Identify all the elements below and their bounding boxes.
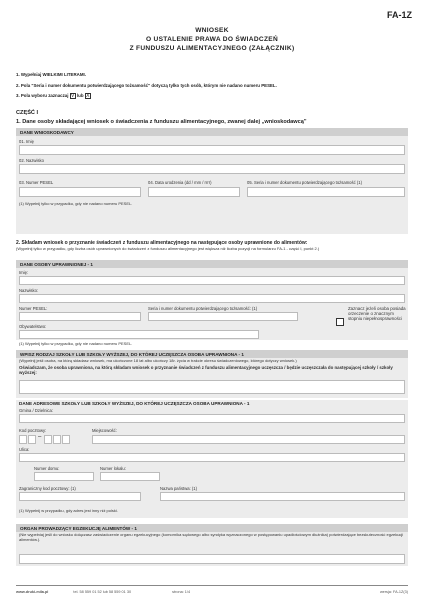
part-label: CZĘŚĆ I (16, 110, 39, 116)
instruction-2: 2. Pola "Seria i numer dokumentu potwierdzającego tożsamość" dotyczą tylko tych osób, którym nie nadano numeru PESEL. (16, 83, 277, 88)
person-last-name-field[interactable] (19, 294, 405, 303)
school-declaration: Oświadczam, że osoba uprawniona, na którą składam wniosek o przyznanie świadczeń z funduszu alimentacyjnego uczęszcza / będzie uczęszczała do następującej szkoły / szkoły wyższej: (19, 365, 393, 375)
section-2-subtext: (Wypełnij tylko w przypadku, gdy liczba osób uprawnionych do świadczeń z funduszu alimentacyjnego jest większa niż liczba pozycji na formularzu FA-1 - część I, punkt 2.) (16, 246, 320, 251)
foreign-address-note: (1) Wypełnij w przypadku, gdy adres jest inny niż polski. (19, 508, 118, 513)
enforcement-note: (Nie wypełniaj jeśli do wniosku dołączasz zaświadczenie organu egzekucyjnego (komornika sądowego albo syndyka wyznaczonego w postępowaniu upadłościowym dłużnika) potwierdzające bezskuteczność egzekucji alimentów.). (19, 532, 404, 542)
enforcement-bar: ORGAN PROWADZĄCY EGZEKUCJĘ ALIMENTÓW - 1 (16, 524, 408, 532)
person-first-name-label: Imię: (19, 270, 29, 275)
address-heading: DANE ADRESOWE SZKOŁY LUB SZKOŁY WYŻSZEJ, DO KTÓREJ UCZĘSZCZA OSOBA UPRAWNIONA - 1 (19, 401, 250, 406)
postal-digit-4[interactable] (53, 435, 61, 444)
footer (16, 590, 408, 594)
school-bar: WPISZ RODZAJ SZKOŁY LUB SZKOŁY WYŻSZEJ, DO KTÓREJ UCZĘSZCZA OSOBA UPRAWNIONA - 1 (16, 350, 408, 358)
foreign-postal-label: Zagraniczny kod pocztowy: (1) (19, 486, 76, 491)
footer-site[interactable]: www.druki-mila.pl (16, 590, 49, 594)
person-last-name-label: Nazwisko: (19, 288, 39, 293)
school-note: (Wypełnij jeśli osoba, na którą składasz wniosek, ma ukończone 18 lat albo ukończy 18r. życia w trakcie okresu świadczeniowego, którego dotyczy wniosek.) (19, 358, 297, 363)
house-number-field[interactable] (34, 472, 94, 481)
footer-divider (16, 585, 408, 586)
citizenship-label: Obywatelstwo: (19, 324, 47, 329)
form-code: FA-1Z (386, 10, 412, 20)
last-name-label: 02. Nazwisko (19, 158, 44, 163)
id-document-label: 05. Seria i numer dokumentu potwierdzającego tożsamość (1) (247, 180, 362, 185)
check-x-icon: X (86, 93, 90, 99)
instruction-1: 1. Wypełniaj WIELKIMI LITERAMI. (16, 72, 86, 77)
person-id-document-label: Seria i numer dokumentu potwierdzającego tożsamość: (1) (148, 306, 258, 311)
title-line-3: Z FUNDUSZU ALIMENTACYJNEGO (ZAŁĄCZNIK) (129, 45, 295, 52)
disability-label: Zaznacz jeżeli osoba posiada orzeczenie o znacznym stopniu niepełnosprawności (348, 306, 406, 321)
school-type-field[interactable] (19, 380, 405, 394)
citizenship-field[interactable] (19, 330, 259, 339)
city-label: Miejscowość: (92, 428, 117, 433)
form-title (90, 26, 334, 53)
postal-code-label: Kod pocztowy: (19, 428, 47, 433)
house-number-label: Numer domu: (34, 466, 60, 471)
postal-digit-3[interactable] (44, 435, 52, 444)
footer-version: wersja: FA-1Z(3) (379, 590, 408, 594)
title-line-2: O USTALENIE PRAWA DO ŚWIADCZEŃ (145, 36, 279, 43)
instruction-3: 3. Pola wyboru zaznaczaj V lub X (16, 93, 90, 99)
country-field[interactable] (160, 492, 405, 501)
street-field[interactable] (19, 453, 405, 462)
country-label: Nazwa państwa: (1) (160, 486, 198, 491)
footer-phone: tel. 58 559 01 52 lub 58 559 01 30 (73, 590, 132, 594)
disability-checkbox[interactable] (336, 318, 344, 326)
gmina-label: Gmina / Dzielnica: (19, 408, 53, 413)
pesel-label: 03. Numer PESEL (19, 180, 54, 185)
person-first-name-field[interactable] (19, 276, 405, 285)
postal-dash: – (38, 434, 42, 440)
id-document-field[interactable] (247, 187, 405, 197)
postal-digit-1[interactable] (19, 435, 27, 444)
birth-date-field[interactable] (148, 187, 240, 197)
flat-number-label: Numer lokalu: (100, 466, 126, 471)
foreign-postal-field[interactable] (19, 492, 141, 501)
city-field[interactable] (92, 435, 405, 444)
flat-number-field[interactable] (100, 472, 160, 481)
pesel-field[interactable] (19, 187, 141, 197)
last-name-field[interactable] (19, 164, 405, 174)
street-label: Ulica: (19, 447, 30, 452)
applicant-bar: DANE WNIOSKODAWCY (16, 128, 408, 136)
person-pesel-note: (1) Wypełnij tylko w przypadku, gdy nie nadano numeru PESEL. (19, 341, 133, 346)
title-line-1: WNIOSEK (195, 27, 229, 34)
section-1-heading: 1. Dane osoby składającej wniosek o świadczenia z funduszu alimentacyjnego, zwanej dalej „wnioskodawcą" (16, 119, 307, 125)
enforcement-field[interactable] (19, 554, 405, 564)
gmina-field[interactable] (19, 414, 405, 423)
person-pesel-label: Numer PESEL: (19, 306, 48, 311)
person-pesel-field[interactable] (19, 312, 141, 321)
postal-digit-2[interactable] (28, 435, 36, 444)
section-2-heading: 2. Składam wniosek o przyznanie świadczeń z funduszu alimentacyjnego na następujące osoby uprawnione do alimentów: (16, 240, 308, 246)
birth-date-label: 04. Data urodzenia (dd / mm / rrrr) (148, 180, 212, 185)
check-v-icon: V (71, 93, 75, 99)
person-id-document-field[interactable] (148, 312, 298, 321)
person-bar: DANE OSOBY UPRAWNIONEJ - 1 (16, 260, 408, 268)
postal-digit-5[interactable] (62, 435, 70, 444)
pesel-note: (1) Wypełnij tylko w przypadku, gdy nie nadano numeru PESEL. (19, 201, 133, 206)
footer-page: strona: 1/4 (172, 590, 191, 594)
first-name-label: 01. Imię (19, 139, 34, 144)
first-name-field[interactable] (19, 145, 405, 155)
